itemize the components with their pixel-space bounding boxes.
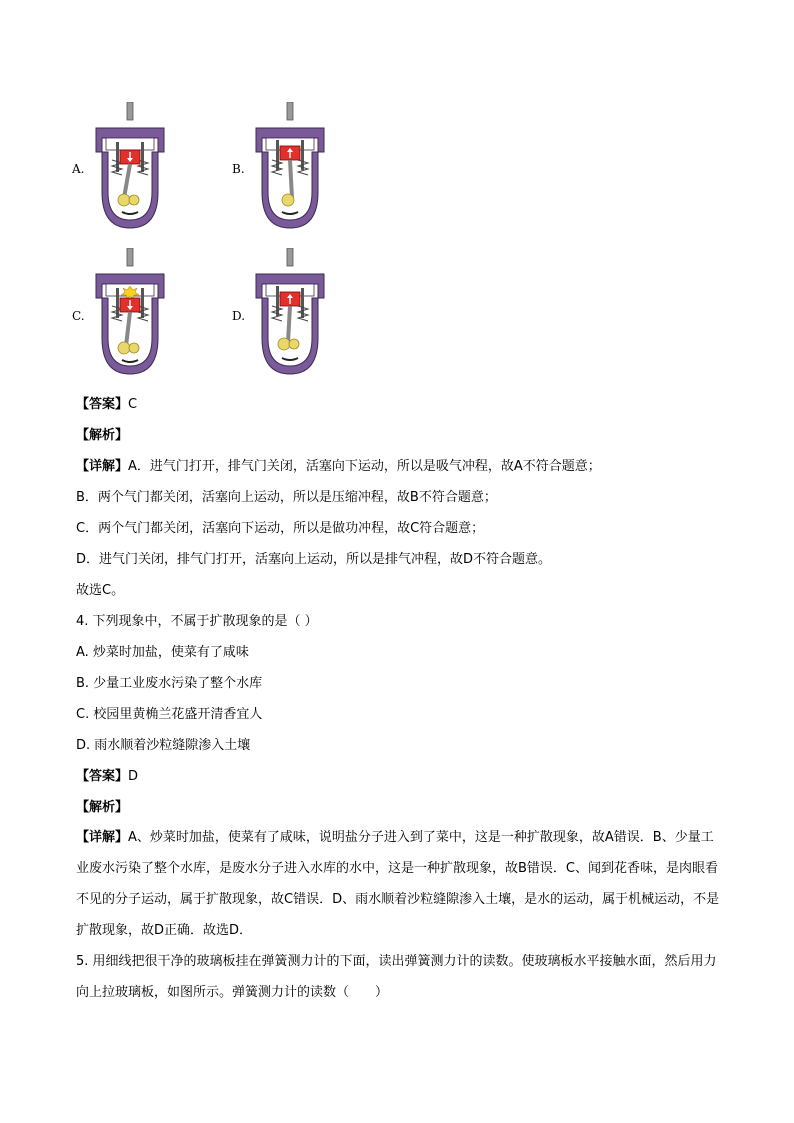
q4-answer [76, 768, 138, 786]
q3-analysis-tag: 【解析】 [76, 428, 129, 443]
q3-detail-text-1: A．进气门打开，排气门关闭，活塞向下运动，所以是吸气冲程，故A不符合题意； [128, 459, 601, 474]
option-a-label: A. [72, 162, 85, 176]
engine-diagram-b [250, 102, 330, 232]
q4-option-a: A. 炒菜时加盐，使菜有了咸味 [76, 645, 249, 660]
q4-analysis-tag: 【解析】 [76, 800, 129, 815]
q4-detail-text: A、炒菜时加盐，使菜有了咸味，说明盐分子进入到了菜中，这是一种扩散现象，故A错误．B、少量工业废水污染了整个水库，是废水分子进入水库的水中，这是一种扩散现象，故B错误．C、闻到花香味，是肉眼看不见的分子运动，属于扩散现象，故C错误．D、雨水顺着沙粒缝隙渗入土壤，是水的运动，属于机械运动，不是扩散现象，故D正确．故选D． [76, 830, 720, 938]
q4-answer-value: D [128, 769, 139, 784]
q3-answer-tag: 【答案】 [76, 397, 129, 412]
q3-answer [76, 396, 137, 414]
engine-diagram-d [250, 248, 330, 378]
q4-answer-tag: 【答案】 [76, 769, 129, 784]
q4-option-c: C. 校园里黄桷兰花盛开清香宜人 [76, 707, 263, 722]
q4-option-d: D. 雨水顺着沙粒缝隙渗入土壤 [76, 738, 251, 753]
q4-detail-paragraph [76, 822, 724, 946]
engine-diagram-a [90, 102, 170, 232]
q3-detail-tag: 【详解】 [76, 459, 129, 474]
q3-answer-value: C [128, 397, 138, 412]
q4-detail-tag: 【详解】 [76, 830, 129, 845]
q5-stem: 5. 用细线把很干净的玻璃板挂在弹簧测力计的下面，读出弹簧测力计的读数。使玻璃板水平接触水面，然后用力向上拉玻璃板，如图所示。弹簧测力计的读数（ ） [76, 954, 717, 1000]
q4-option-b: B. 少量工业废水污染了整个水库 [76, 676, 263, 691]
option-d-label: D. [232, 309, 246, 323]
option-b-label: B. [232, 162, 245, 176]
q4-stem: 4. 下列现象中，不属于扩散现象的是（ ） [76, 614, 318, 629]
q3-detail-line-4: D．进气门关闭，排气门打开，活塞向上运动，所以是排气冲程，故D不符合题意。 [76, 552, 552, 567]
q3-conclusion: 故选C。 [76, 583, 125, 598]
q3-detail-line-3: C．两个气门都关闭，活塞向下运动，所以是做功冲程，故C符合题意； [76, 521, 485, 536]
q3-detail-line-2: B．两个气门都关闭，活塞向上运动，所以是压缩冲程，故B不符合题意； [76, 490, 497, 505]
q3-detail-line-1 [76, 458, 601, 476]
engine-diagram-c [90, 248, 170, 378]
option-c-label: C. [72, 309, 85, 323]
